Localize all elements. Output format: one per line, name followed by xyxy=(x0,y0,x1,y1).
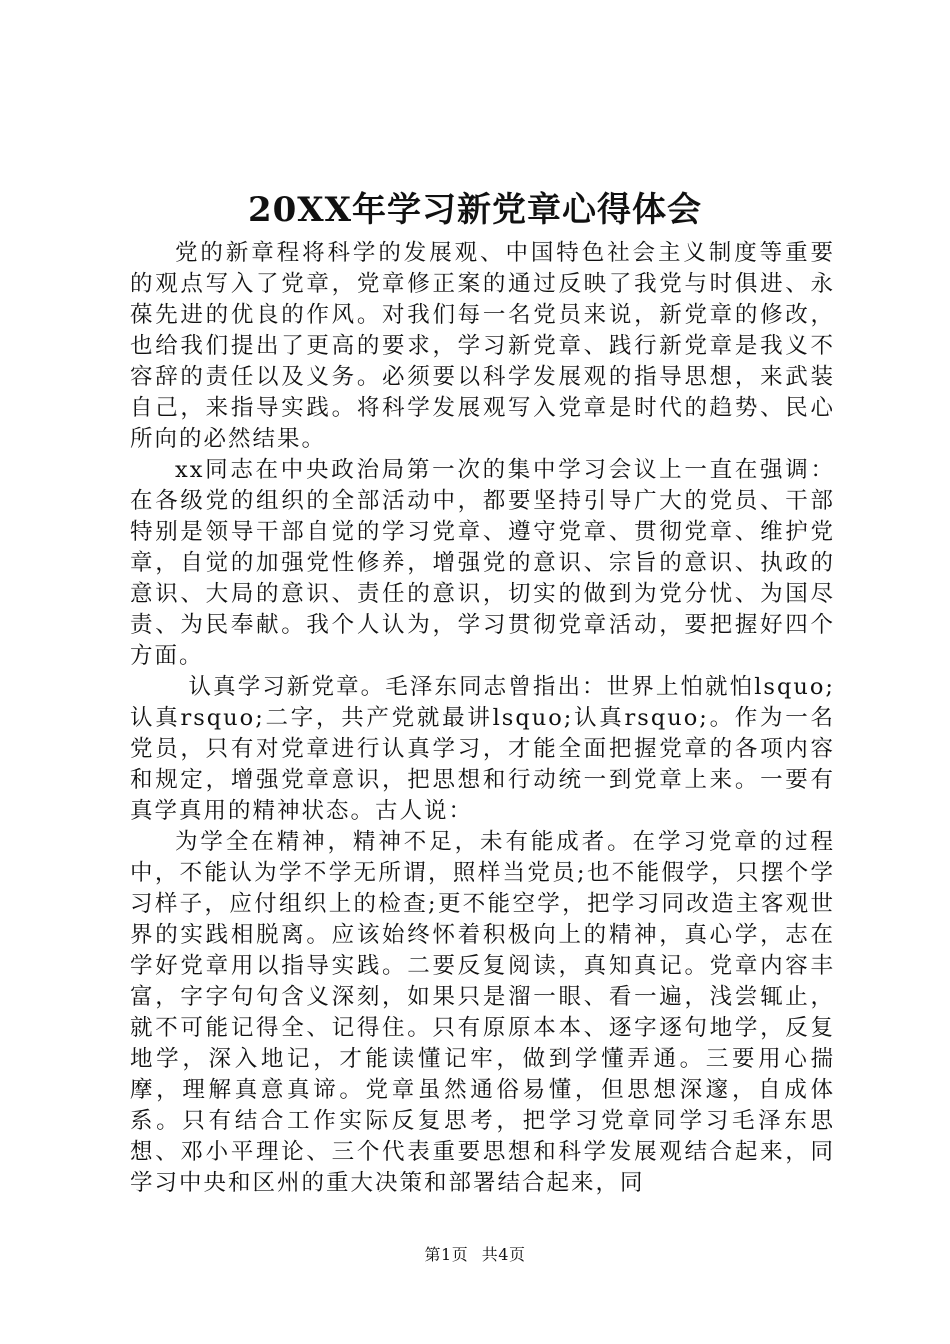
body-paragraph: 为学全在精神，精神不足，未有能成者。在学习党章的过程中，不能认为学不学无所谓，照样当党员;也不能假学，只摆个学习样子，应付组织上的检查;更不能空学，把学习同改造主客观世界的实践相脱离。应该始终怀着积极向上的精神，真心学，志在学好党章用以指导实践。二要反复阅读，真知真记。党章内容丰富，字字句句含义深刻，如果只是溜一眼、看一遍，浅尝辄止，就不可能记得全、记得住。只有原原本本、逐字逐句地学，反复地学，深入地记，才能读懂记牢，做到学懂弄通。三要用心揣摩，理解真意真谛。党章虽然通俗易懂，但思想深邃，自成体系。只有结合工作实际反复思考，把学习党章同学习毛泽东思想、邓小平理论、三个代表重要思想和科学发展观结合起来，同学习中央和区州的重大决策和部署结合起来，同 xyxy=(130,829,835,1196)
document-body xyxy=(130,238,835,1199)
page-total: 共4页 xyxy=(481,1245,526,1264)
body-paragraph: 党的新章程将科学的发展观、中国特色社会主义制度等重要的观点写入了党章，党章修正案的通过反映了我党与时俱进、永葆先进的优良的作风。对我们每一名党员来说，新党章的修改，也给我们提出了更高的要求，学习新党章、践行新党章是我义不容辞的责任以及义务。必须要以科学发展观的指导思想，来武装自己，来指导实践。将科学发展观写入党章是时代的趋势、民心所向的必然结果。 xyxy=(130,240,835,452)
body-paragraph: xx同志在中央政治局第一次的集中学习会议上一直在强调：在各级党的组织的全部活动中，都要坚持引导广大的党员、干部特别是领导干部自觉的学习党章、遵守党章、贯彻党章、维护党章，自觉的加强党性修养，增强党的意识、宗旨的意识、执政的意识、大局的意识、责任的意识，切实的做到为党分忧、为国尽责、为民奉献。我个人认为，学习贯彻党章活动，要把握好四个方面。 xyxy=(130,457,835,669)
document-title: 20XX年学习新党章心得体会 xyxy=(247,190,703,230)
page-footer xyxy=(0,1244,950,1266)
body-paragraph: 认真学习新党章。毛泽东同志曾指出：世界上怕就怕lsquo;认真rsquo;二字，共产党就最讲lsquo;认真rsquo;。作为一名党员，只有对党章进行认真学习，才能全面把握党章的各项内容和规定，增强党章意识，把思想和行动统一到党章上来。一要有真学真用的精神状态。古人说： xyxy=(130,674,835,824)
page-number: 第1页 xyxy=(424,1245,469,1264)
